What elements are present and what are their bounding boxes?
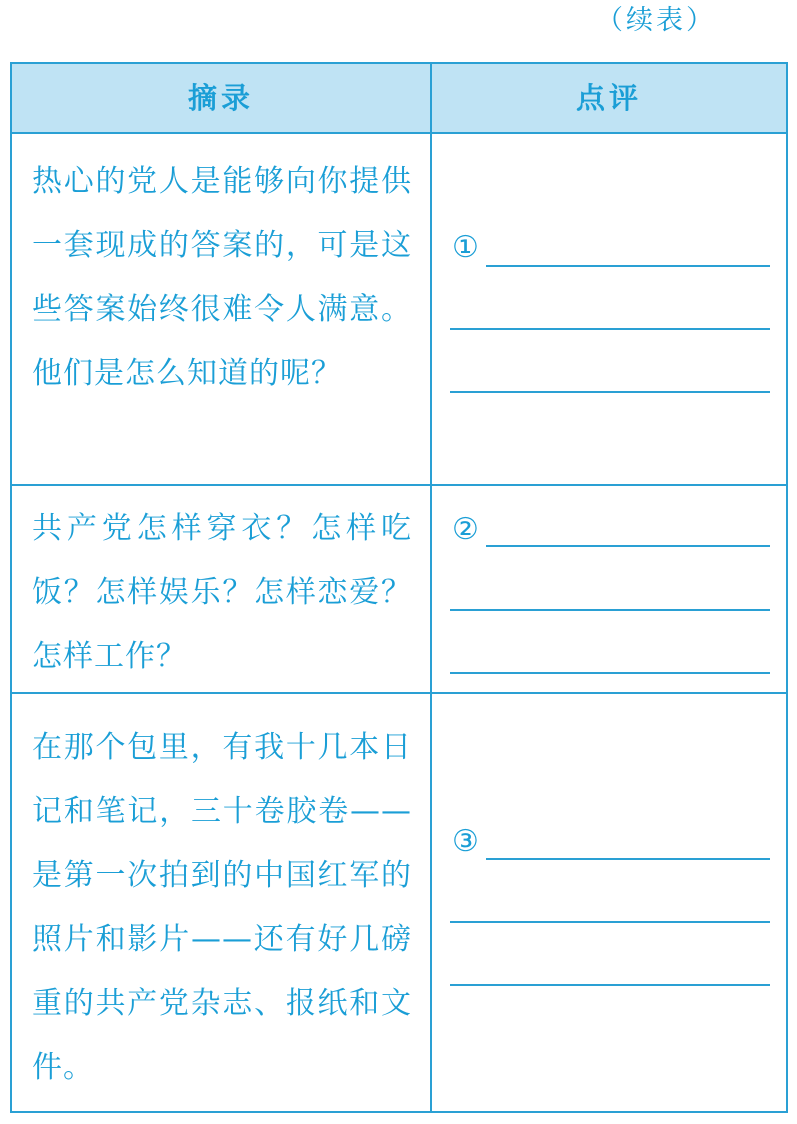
column-divider <box>430 64 432 1111</box>
excerpt-comment-table <box>10 62 788 1113</box>
row-3-answer-line-3[interactable] <box>450 984 770 986</box>
row-1-answer-line-3[interactable] <box>450 391 770 393</box>
header-comment: 点评 <box>575 81 642 115</box>
continued-table-label: （续表） <box>596 5 716 36</box>
row-3-excerpt: 在那个包里，有我十几本日记和笔记，三十卷胶卷——是第一次拍到的中国红军的照片和影片——还有好几磅重的共产党杂志、报纸和文件。 <box>32 730 412 1085</box>
row-1-excerpt: 热心的党人是能够向你提供一套现成的答案的，可是这些答案始终很难令人满意。他们是怎么知道的呢？ <box>32 164 412 391</box>
row-2-excerpt: 共产党怎样穿衣？怎样吃饭？怎样娱乐？怎样恋爱？怎样工作？ <box>32 511 412 674</box>
row-2-answer-line-2[interactable] <box>450 609 770 611</box>
header-excerpt: 摘录 <box>187 81 254 115</box>
row-1-comment-number: ① <box>452 230 479 265</box>
row-divider-2 <box>12 692 786 694</box>
table-header <box>12 64 786 134</box>
row-3-answer-line-2[interactable] <box>450 921 770 923</box>
row-2-comment-number: ② <box>452 512 479 547</box>
row-3-comment-number: ③ <box>452 824 479 859</box>
row-2-answer-line-1[interactable] <box>486 545 770 547</box>
row-1-answer-line-1[interactable] <box>486 265 770 267</box>
row-divider-1 <box>12 484 786 486</box>
row-1-answer-line-2[interactable] <box>450 328 770 330</box>
row-3-answer-line-1[interactable] <box>486 858 770 860</box>
row-2-answer-line-3[interactable] <box>450 672 770 674</box>
